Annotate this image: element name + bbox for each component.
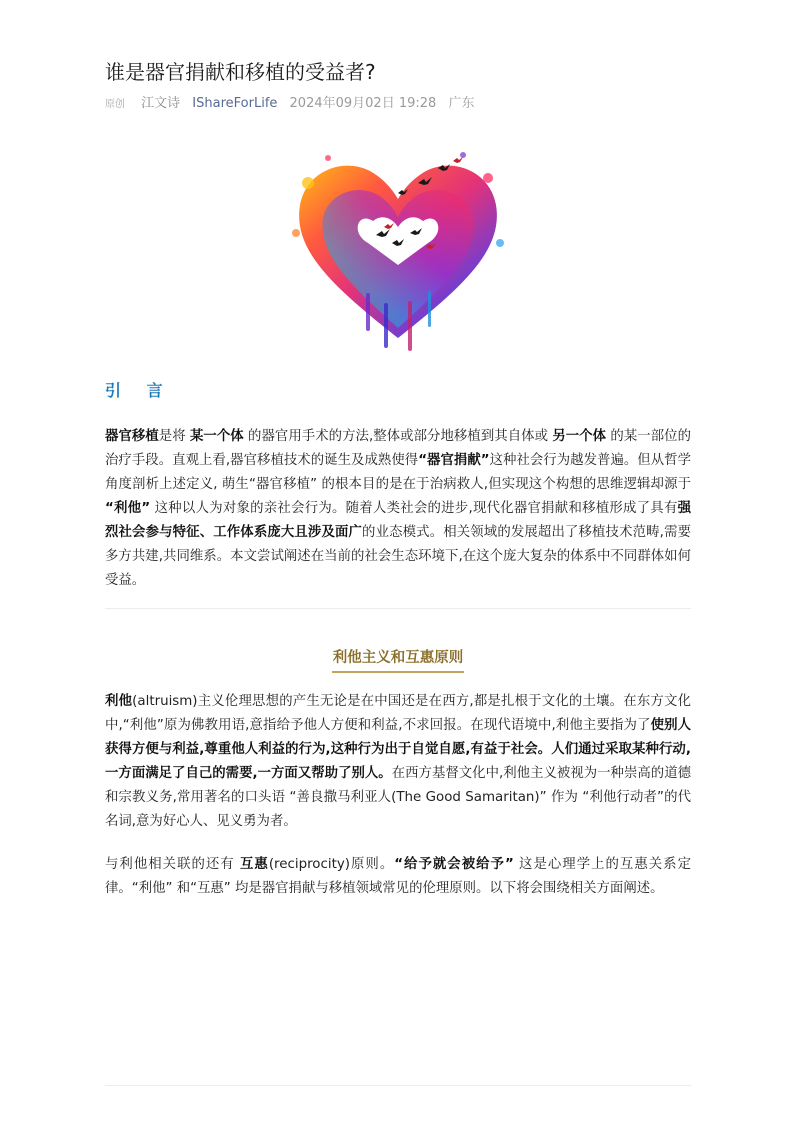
publish-datetime: 2024年09月02日 19:28 (289, 96, 437, 111)
article-title: 谁是器官捐献和移植的受益者? (105, 60, 376, 84)
original-tag: 原创 (105, 99, 125, 110)
term-reciprocity: 互惠 (240, 857, 269, 872)
reciprocity-paragraph: 与利他相关联的还有 互惠(reciprocity)原则。“给予就会被给予” 这是心理学上的互惠关系定律。“利他” 和“互惠” 均是器官捐献与移植领域常见的伦理原则。以下将会围绕相关方面阐述。 (105, 857, 691, 896)
rainbow-heart-with-birds-icon (288, 143, 508, 358)
intro-heading: 引 言 (105, 381, 173, 400)
publish-location: 广东 (448, 96, 475, 111)
term-altruism: 利他 (105, 694, 133, 709)
term-organ-transplant: 器官移植 (105, 429, 159, 444)
author-name: 江文诗 (141, 96, 181, 111)
altruism-paragraph: 利他(altruism)主义伦理思想的产生无论是在中国还是在西方,都是扎根于文化的土壤。在东方文化中,“利他”原为佛教用语,意指给予他人方便和利益,不求回报。在现代语境中,利他主要指为了使别人获得方便与利益,尊重他人利益的行为,这种行为出于自觉自愿,有益于社会。人们通过采取某种行动,一方面满足了自己的需要,一方面又帮助了别人。在西方基督文化中,利他主义被视为一种崇高的道德和宗教义务,常用著名的口头语 “善良撒马利亚人(The Good Samaritan)” 作为 “利他行动者”的代名词,意为好心人、见义勇为者。 (105, 694, 692, 829)
section-divider (105, 608, 691, 609)
intro-paragraph: 器官移植是将 某一个体 的器官用手术的方法,整体或部分地移植到其自体或 另一个体 的某一部位的治疗手段。直观上看,器官移植技术的诞生及成熟使得“器官捐献”这种社会行为越发普遍。但从哲学角度剖析上述定义, 萌生“器官移植” 的根本目的是在于治病救人,但实现这个构想的思维逻辑却源于 “利他” 这种以人为对象的亲社会行为。随着人类社会的进步,现代化器官捐献和移植形成了具有强烈社会参与特征、工作体系庞大且涉及面广的业态模式。相关领域的发展超出了移植技术范畴,需要多方共建,共同维系。本文尝试阐述在当前的社会生态环境下,在这个庞大复杂的体系中不同群体如何受益。 (105, 429, 691, 588)
bottom-divider (105, 1085, 691, 1086)
article-meta (105, 94, 482, 114)
altruism-subheading: 利他主义和互惠原则 (105, 645, 691, 673)
account-link[interactable]: IShareForLife (192, 96, 278, 111)
